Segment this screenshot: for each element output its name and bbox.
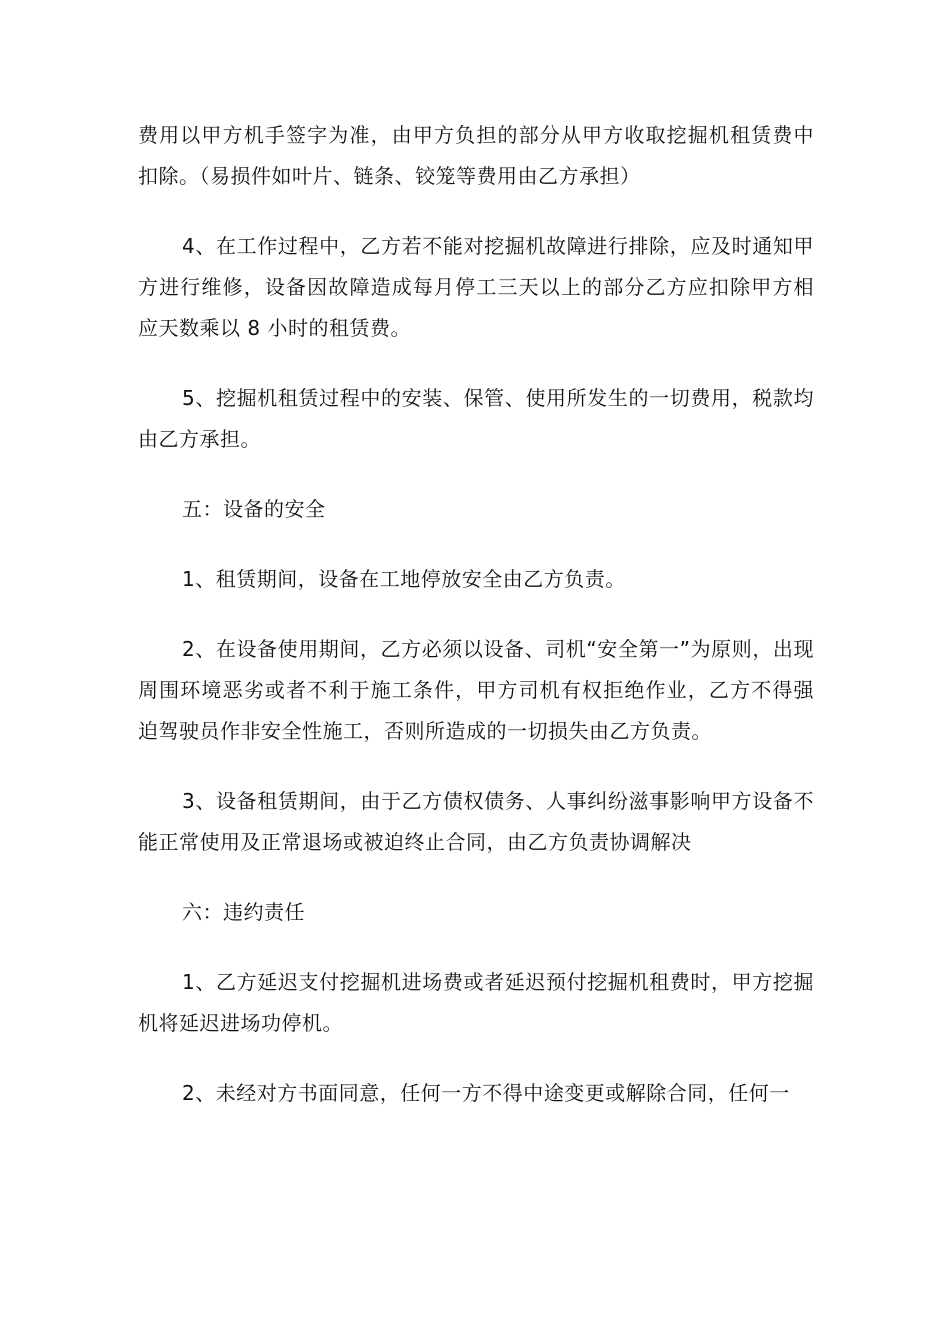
paragraph-clause-5-costs: 5、挖掘机租赁过程中的安装、保管、使用所发生的一切费用，税款均由乙方承担。 (138, 386, 814, 451)
paragraph-breach-2: 2、未经对方书面同意，任何一方不得中途变更或解除合同，任何一 (182, 1081, 790, 1105)
paragraph-safety-2: 2、在设备使用期间，乙方必须以设备、司机“安全第一”为原则，出现周围环境恶劣或者不利于施工条件，甲方司机有权拒绝作业，乙方不得强迫驾驶员作非安全性施工，否则所造成的一切损失由乙方负责。 (138, 637, 814, 743)
paragraph-gap (138, 197, 814, 226)
section-heading-equipment-safety: 五：设备的安全 (182, 497, 326, 521)
paragraph-gap (138, 933, 814, 962)
paragraph-gap (138, 752, 814, 781)
paragraph-gap (138, 530, 814, 559)
section-heading-breach-liability: 六：违约责任 (182, 900, 305, 924)
paragraph-breach-1: 1、乙方延迟支付挖掘机进场费或者延迟预付挖掘机租费时，甲方挖掘机将延迟进场功停机。 (138, 970, 814, 1035)
paragraph-expense-continuation: 费用以甲方机手签字为准，由甲方负担的部分从甲方收取挖掘机租赁费中扣除。（易损件如叶片、链条、铰笼等费用由乙方承担） (138, 123, 814, 188)
document-body (138, 115, 814, 1114)
paragraph-gap (138, 349, 814, 378)
paragraph-clause-4-repair: 4、在工作过程中，乙方若不能对挖掘机故障进行排除，应及时通知甲方进行维修，设备因故障造成每月停工三天以上的部分乙方应扣除甲方相应天数乘以 8 小时的租赁费。 (138, 234, 814, 340)
paragraph-gap (138, 600, 814, 629)
paragraph-gap (138, 863, 814, 892)
paragraph-safety-3: 3、设备租赁期间，由于乙方债权债务、人事纠纷滋事影响甲方设备不能正常使用及正常退场或被迫终止合同，由乙方负责协调解决 (138, 789, 814, 854)
paragraph-safety-1: 1、租赁期间，设备在工地停放安全由乙方负责。 (182, 567, 626, 591)
paragraph-gap (138, 460, 814, 489)
paragraph-gap (138, 1044, 814, 1073)
